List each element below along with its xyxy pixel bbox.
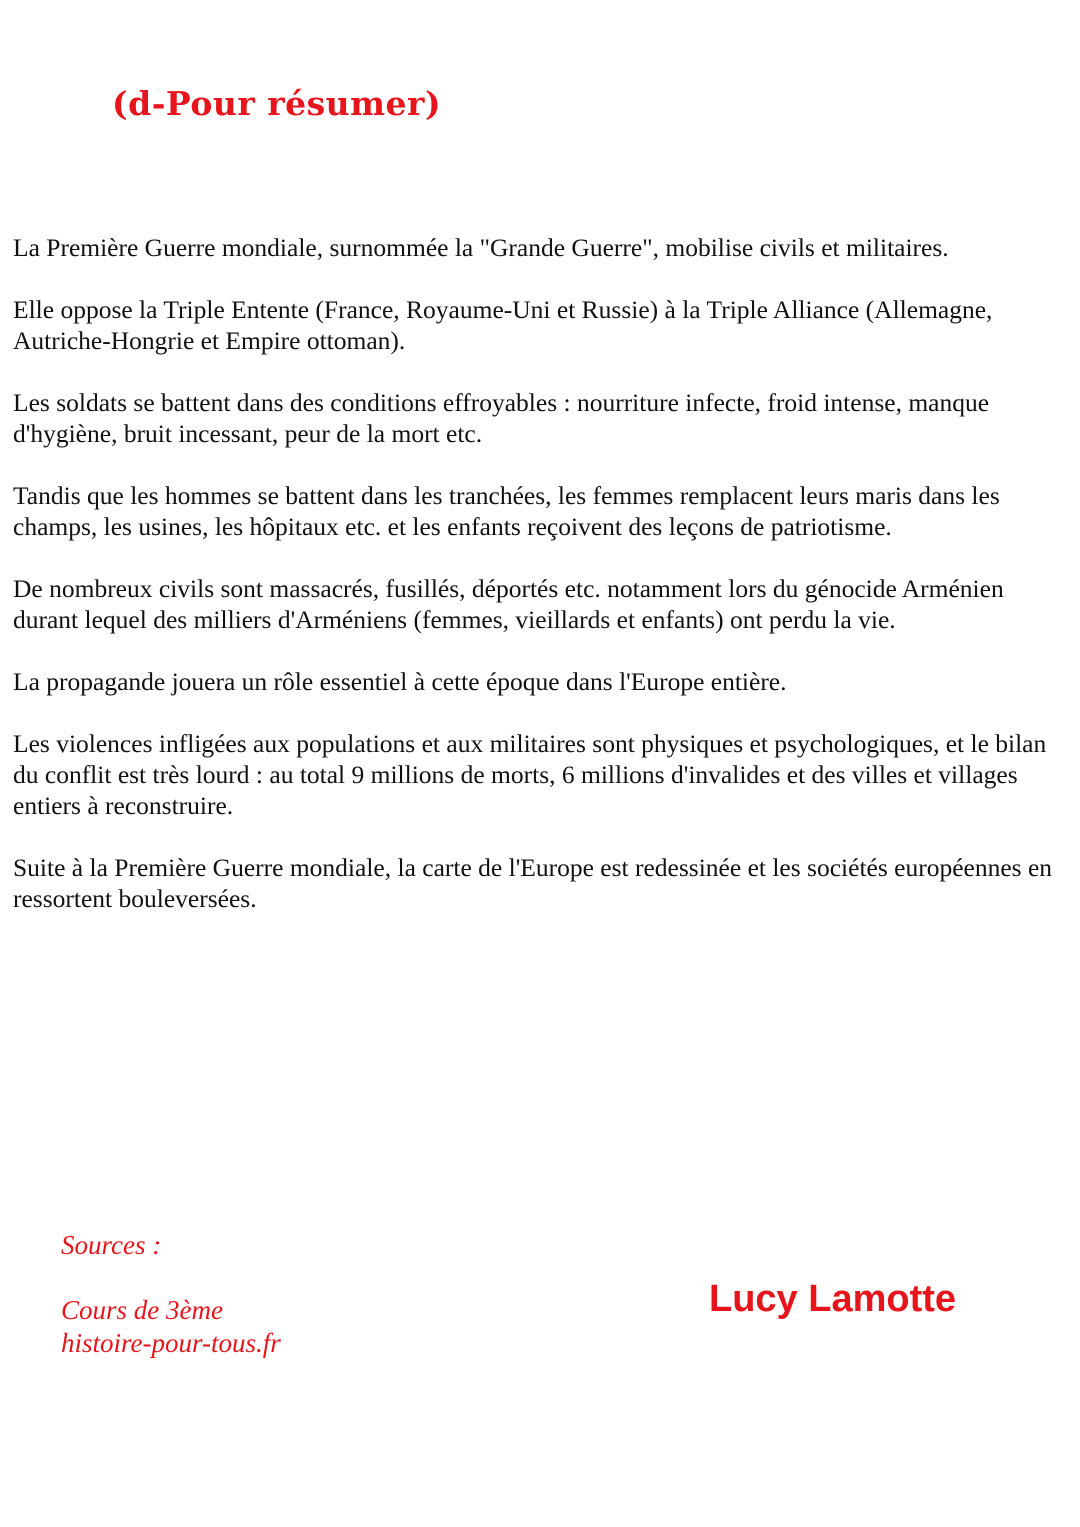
section-title: (d-Pour résumer) [112, 84, 442, 123]
summary-paragraph-3: Les soldats se battent dans des conditions effroyables : nourriture infecte, froid intense, manque d'hygiène, bruit incessant, peur de la mort etc. [13, 388, 990, 448]
summary-paragraph-5: De nombreux civils sont massacrés, fusillés, déportés etc. notamment lors du génocide Arménien durant lequel des milliers d'Arméniens (femmes, vieillards et enfants) ont perdu la vie. [13, 574, 1004, 634]
summary-paragraph-7: Les violences infligées aux populations et aux militaires sont physiques et psychologiques, et le bilan du conflit est très lourd : au total 9 millions de morts, 6 millions d'invalides et des villes et villages entiers à reconstruire. [13, 729, 1047, 820]
sources-list [61, 1294, 281, 1360]
source-item: Cours de 3ème [61, 1295, 223, 1325]
summary-paragraph-4: Tandis que les hommes se battent dans les tranchées, les femmes remplacent leurs maris dans les champs, les usines, les hôpitaux etc. et les enfants reçoivent des leçons de patriotisme. [13, 481, 1000, 541]
source-item: histoire-pour-tous.fr [61, 1328, 281, 1358]
summary-paragraph-2: Elle oppose la Triple Entente (France, Royaume-Uni et Russie) à la Triple Alliance (Allemagne, Autriche-Hongrie et Empire ottoman). [13, 295, 993, 355]
summary-paragraph-6: La propagande jouera un rôle essentiel à cette époque dans l'Europe entière. [13, 667, 787, 696]
summary-paragraph-8: Suite à la Première Guerre mondiale, la carte de l'Europe est redessinée et les sociétés européennes en ressortent bouleversées. [13, 853, 1053, 913]
summary-paragraph-1: La Première Guerre mondiale, surnommée la "Grande Guerre", mobilise civils et militaires. [13, 233, 949, 262]
sources-heading: Sources : [61, 1230, 162, 1260]
author-signature: Lucy Lamotte [709, 1278, 957, 1320]
